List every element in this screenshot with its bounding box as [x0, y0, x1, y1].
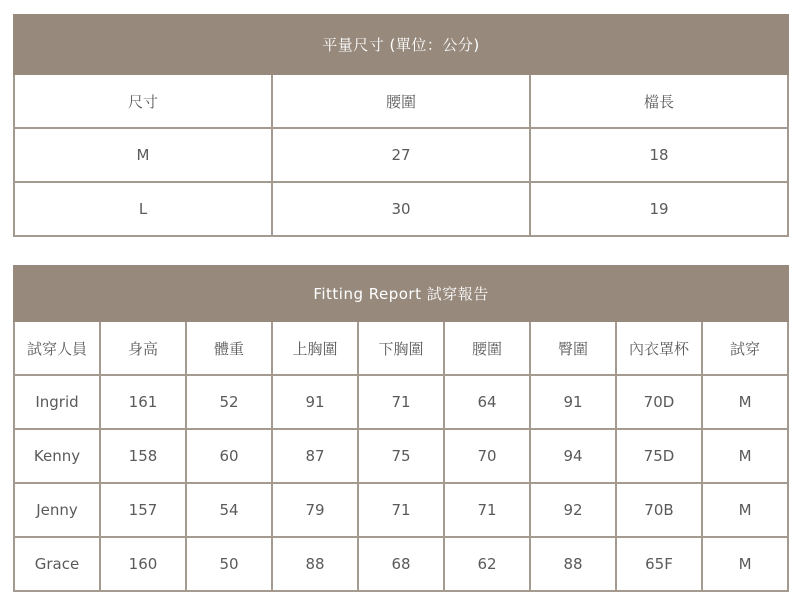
rise-cell: 19 [530, 182, 788, 236]
table-row [14, 537, 788, 591]
measurement-table-header-row [14, 74, 788, 128]
fitting-report-table [13, 265, 789, 592]
fitting-table-title-row [14, 266, 788, 321]
table-row [14, 128, 788, 182]
hip-cell: 88 [530, 537, 616, 591]
column-header-hip: 臀圍 [530, 321, 616, 375]
size-cell: L [14, 182, 272, 236]
weight-cell: 50 [186, 537, 272, 591]
column-header-underbust: 下胸圍 [358, 321, 444, 375]
bust-cell: 88 [272, 537, 358, 591]
waist-cell: 27 [272, 128, 530, 182]
underbust-cell: 68 [358, 537, 444, 591]
column-header-weight: 體重 [186, 321, 272, 375]
column-header-waist: 腰圍 [444, 321, 530, 375]
measurement-table-title-row [14, 15, 788, 74]
height-cell: 161 [100, 375, 186, 429]
table-row [14, 483, 788, 537]
weight-cell: 54 [186, 483, 272, 537]
weight-cell: 60 [186, 429, 272, 483]
hip-cell: 91 [530, 375, 616, 429]
bra-cup-cell: 70B [616, 483, 702, 537]
table-row [14, 375, 788, 429]
fitting-table-title: Fitting Report 試穿報告 [14, 266, 788, 321]
rise-cell: 18 [530, 128, 788, 182]
fitting-size-cell: M [702, 375, 788, 429]
measurement-table-title: 平量尺寸 (單位：公分) [14, 15, 788, 74]
column-header-bra-cup: 內衣罩杯 [616, 321, 702, 375]
column-header-fitting-size: 試穿 [702, 321, 788, 375]
height-cell: 158 [100, 429, 186, 483]
tester-cell: Kenny [14, 429, 100, 483]
underbust-cell: 71 [358, 375, 444, 429]
tester-cell: Jenny [14, 483, 100, 537]
waist-cell: 71 [444, 483, 530, 537]
column-header-height: 身高 [100, 321, 186, 375]
underbust-cell: 71 [358, 483, 444, 537]
table-row [14, 182, 788, 236]
column-header-tester: 試穿人員 [14, 321, 100, 375]
bra-cup-cell: 65F [616, 537, 702, 591]
hip-cell: 94 [530, 429, 616, 483]
tester-cell: Grace [14, 537, 100, 591]
fitting-size-cell: M [702, 429, 788, 483]
fitting-size-cell: M [702, 483, 788, 537]
column-header-waist: 腰圍 [272, 74, 530, 128]
size-cell: M [14, 128, 272, 182]
column-header-size: 尺寸 [14, 74, 272, 128]
waist-cell: 30 [272, 182, 530, 236]
fitting-size-cell: M [702, 537, 788, 591]
bra-cup-cell: 75D [616, 429, 702, 483]
height-cell: 160 [100, 537, 186, 591]
waist-cell: 70 [444, 429, 530, 483]
waist-cell: 62 [444, 537, 530, 591]
height-cell: 157 [100, 483, 186, 537]
hip-cell: 92 [530, 483, 616, 537]
column-header-bust: 上胸圍 [272, 321, 358, 375]
tester-cell: Ingrid [14, 375, 100, 429]
waist-cell: 64 [444, 375, 530, 429]
table-row [14, 429, 788, 483]
fitting-table-header-row [14, 321, 788, 375]
weight-cell: 52 [186, 375, 272, 429]
bust-cell: 91 [272, 375, 358, 429]
bust-cell: 87 [272, 429, 358, 483]
bust-cell: 79 [272, 483, 358, 537]
bra-cup-cell: 70D [616, 375, 702, 429]
column-header-rise: 檔長 [530, 74, 788, 128]
underbust-cell: 75 [358, 429, 444, 483]
measurement-table [13, 14, 789, 237]
